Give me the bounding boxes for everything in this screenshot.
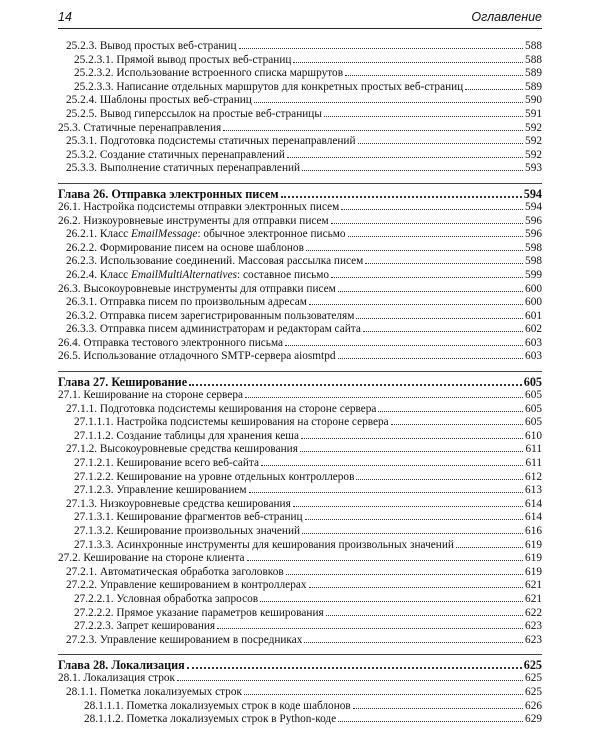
entry-page: 593 [525, 162, 542, 175]
entry-title: 26.3. Высокоуровневые инструменты для отправки писем [58, 282, 336, 295]
entry-page: 598 [525, 241, 542, 254]
entry-page: 619 [525, 538, 542, 551]
entry-title: 27.1.1.2. Создание таблицы для хранения кеша [74, 429, 300, 442]
section-gap [58, 364, 542, 371]
entry-page: 603 [525, 350, 542, 363]
dot-leader [305, 519, 523, 520]
dot-leader [309, 587, 524, 588]
entry-page: 625 [525, 672, 542, 685]
entry-page: 589 [525, 80, 542, 93]
toc-entry[interactable] [58, 81, 542, 95]
dot-leader [456, 547, 523, 548]
page-header [58, 10, 542, 29]
entry-page: 614 [525, 511, 542, 524]
toc-entry[interactable] [58, 593, 542, 607]
entry-title: 26.4. Отправка тестового электронного письма [58, 336, 284, 349]
dot-leader [302, 533, 523, 534]
entry-title: 27.1.2.1. Кеширование всего веб-сайта [74, 457, 260, 470]
entry-page: 626 [525, 699, 542, 712]
toc-entry[interactable] [58, 108, 542, 122]
toc-entry[interactable] [58, 430, 542, 444]
entry-page: 623 [525, 620, 542, 633]
dot-leader [260, 601, 523, 602]
dot-leader [247, 560, 524, 561]
toc-entry[interactable] [58, 457, 542, 471]
toc-entry[interactable] [58, 242, 542, 256]
dot-leader [338, 721, 523, 722]
toc-entry[interactable] [58, 403, 542, 417]
entry-title: 28.1.1.1. Пометка локализуемых строк в коде шаблонов [84, 699, 351, 712]
toc-entry[interactable] [58, 323, 542, 337]
toc-entry[interactable] [58, 296, 542, 310]
entry-page: 625 [523, 658, 542, 673]
entry-page: 612 [525, 470, 542, 483]
page-number: 14 [58, 10, 72, 24]
entry-title: 26.1. Настройка подсистемы отправки электронных писем [58, 200, 340, 213]
entry-title: 25.2.3.3. Написание отдельных маршрутов для конкретных простых веб-страниц [74, 80, 464, 93]
entry-page: 600 [525, 296, 542, 309]
dot-leader [338, 358, 524, 359]
dot-leader [356, 318, 523, 319]
dot-leader [187, 667, 522, 669]
entry-page: 610 [525, 429, 542, 442]
entry-page: 592 [525, 148, 542, 161]
entry-title: 27.2.1. Автоматическая обработка заголовков [66, 565, 284, 578]
dot-leader [356, 479, 523, 480]
toc-entry[interactable] [58, 40, 542, 54]
entry-title: 25.2.3.2. Использование встроенного списка маршрутов [74, 67, 344, 80]
entry-title: 25.2.3. Вывод простых веб-страниц [66, 40, 237, 52]
toc-entry[interactable] [58, 525, 542, 539]
dot-leader [302, 170, 523, 171]
entry-page: 588 [525, 40, 542, 52]
entry-title: 26.3.2. Отправка писем зарегистрированным пользователям [66, 309, 355, 322]
entry-page: 625 [525, 685, 542, 698]
toc-entry[interactable] [58, 215, 542, 229]
toc-entry[interactable] [58, 686, 542, 700]
entry-title: 27.1. Кеширование на стороне сервера [58, 389, 243, 402]
dot-leader [189, 384, 522, 386]
toc-entry[interactable] [58, 337, 542, 351]
entry-title: 25.2.4. Шаблоны простых веб-страниц [66, 94, 252, 107]
entry-title: 25.3. Статичные перенаправления [58, 121, 222, 134]
entry-title: 27.1.3. Низкоуровневые средства кеширования [66, 497, 291, 510]
dot-leader [338, 291, 523, 292]
entry-page: 602 [525, 323, 542, 336]
toc-entry[interactable] [58, 416, 542, 430]
entry-title: 27.1.3.1. Кеширование фрагментов веб-страниц [74, 511, 303, 524]
toc-entry[interactable] [58, 498, 542, 512]
dot-leader [324, 116, 523, 117]
entry-page: 623 [525, 633, 542, 646]
section-gap [58, 176, 542, 183]
entry-page: 621 [525, 592, 542, 605]
section-gap [58, 647, 542, 654]
dot-leader [309, 304, 523, 305]
entry-page: 611 [525, 443, 542, 456]
entry-page: 600 [525, 282, 542, 295]
toc-entry[interactable] [58, 634, 542, 648]
entry-title: 26.2. Низкоуровневые инструменты для отправки писем [58, 214, 329, 227]
entry-page: 619 [525, 565, 542, 578]
entry-title: 26.2.3. Использование соединений. Массовая рассылка писем [66, 255, 364, 268]
entry-title: 27.1.2. Высокоуровневые средства кеширования [66, 443, 298, 456]
entry-page: 588 [525, 53, 542, 66]
toc-entry[interactable] [58, 255, 542, 269]
toc-chapter-entry[interactable] [58, 658, 542, 672]
entry-title: 25.3.2. Создание статичных перенаправлений [66, 148, 285, 161]
entry-page: 616 [525, 525, 542, 537]
toc-entry[interactable] [58, 228, 542, 242]
entry-title: 28.1.1. Пометка локализуемых строк [66, 685, 242, 698]
dot-leader [304, 642, 523, 643]
entry-page: 622 [525, 606, 542, 619]
entry-title: 27.2.2.3. Запрет кеширования [74, 620, 216, 633]
toc-entry[interactable] [58, 149, 542, 163]
toc-chapter-entry[interactable] [58, 187, 542, 201]
dot-leader [306, 250, 523, 251]
toc-entry[interactable] [58, 389, 542, 403]
toc-entry[interactable] [58, 94, 542, 108]
entry-page: 594 [523, 186, 542, 201]
toc-entry[interactable] [58, 269, 542, 283]
entry-title: 26.2.1. Класс EmailMessage: обычное электронное письмо [66, 228, 346, 241]
entry-title: 27.2.2. Управление кешированием в контроллерах [66, 579, 307, 592]
dot-leader [244, 694, 523, 695]
entry-title: 27.1.3.3. Асинхронные инструменты для кеширования произвольных значений [74, 538, 454, 551]
toc-entry[interactable] [58, 310, 542, 324]
entry-title: 27.1.2.2. Кеширование на уровне отдельных контроллеров [74, 470, 355, 483]
dot-leader [281, 196, 522, 198]
entry-page: 594 [525, 200, 542, 213]
entry-title: 27.1.3.2. Кеширование произвольных значений [74, 525, 301, 537]
entry-page: 605 [525, 389, 542, 402]
dot-leader [348, 236, 524, 237]
toc-entry[interactable] [58, 54, 542, 68]
toc-entry[interactable] [58, 539, 542, 553]
entry-page: 613 [525, 484, 542, 497]
dot-leader [261, 465, 523, 466]
toc-entry[interactable] [58, 443, 542, 457]
entry-page: 589 [525, 67, 542, 80]
entry-page: 605 [525, 416, 542, 429]
entry-page: 592 [525, 121, 542, 134]
entry-title: 26.3.3. Отправка писем администраторам и редакторам сайта [66, 323, 361, 336]
entry-title: 25.2.3.1. Прямой вывод простых веб-страниц [74, 53, 292, 66]
dot-leader [331, 223, 523, 224]
dot-leader [249, 492, 523, 493]
entry-title: Глава 28. Локализация [58, 658, 185, 673]
dot-leader [391, 424, 523, 425]
toc-entry[interactable] [58, 350, 542, 364]
toc-entry[interactable] [58, 201, 542, 215]
entry-page: 601 [525, 309, 542, 322]
dot-leader [326, 615, 523, 616]
entry-title: 27.2.2.2. Прямое указание параметров кеширования [74, 606, 324, 619]
entry-page: 603 [525, 336, 542, 349]
toc-entry[interactable] [58, 67, 542, 81]
entry-title: Глава 26. Отправка электронных писем [58, 186, 279, 201]
dot-leader [345, 75, 523, 76]
dot-leader [245, 397, 523, 398]
entry-title: 25.3.3. Выполнение статичных перенаправлений [66, 162, 301, 175]
dot-leader [293, 506, 523, 507]
running-title: Оглавление [471, 10, 542, 24]
toc-entry[interactable] [58, 566, 542, 580]
dot-leader [465, 89, 523, 90]
entry-page: 619 [525, 552, 542, 565]
toc-entry[interactable] [58, 607, 542, 621]
entry-page: 596 [525, 214, 542, 227]
dot-leader [287, 157, 523, 158]
entry-title: 25.2.5. Вывод гиперссылок на простые веб-страницы [66, 107, 322, 120]
entry-title: 26.3.1. Отправка писем по произвольным адресам [66, 296, 307, 309]
entry-title: 28.1.1.2. Пометка локализуемых строк в Python-коде [84, 713, 337, 726]
entry-title: Глава 27. Кеширование [58, 375, 188, 390]
entry-page: 598 [525, 255, 542, 268]
dot-leader [300, 451, 524, 452]
toc-entry[interactable] [58, 162, 542, 176]
dot-leader [239, 48, 524, 49]
entry-title: 27.1.2.3. Управление кешированием [74, 484, 247, 497]
entry-title: 27.1.1. Подготовка подсистемы кеширования на стороне сервера [66, 402, 377, 415]
entry-title: 26.2.4. Класс EmailMultiAlternatives: составное письмо [66, 268, 330, 281]
dot-leader [363, 331, 523, 332]
toc-entry[interactable] [58, 283, 542, 297]
entry-page: 592 [525, 135, 542, 148]
entry-title: 27.1.1.1. Настройка подсистемы кеширования на стороне сервера [74, 416, 389, 429]
dot-leader [217, 628, 523, 629]
entry-page: 599 [525, 268, 542, 281]
dot-leader [177, 680, 523, 681]
dot-leader [285, 345, 523, 346]
dot-leader [358, 143, 524, 144]
toc-entry[interactable] [58, 700, 542, 714]
entry-page: 629 [525, 713, 542, 726]
toc-entry[interactable] [58, 511, 542, 525]
entry-page: 614 [525, 497, 542, 510]
dot-leader [353, 708, 523, 709]
toc-entry[interactable] [58, 484, 542, 498]
table-of-contents [58, 40, 542, 727]
entry-page: 611 [525, 457, 542, 470]
dot-leader [223, 130, 523, 131]
entry-title: 25.3.1. Подготовка подсистемы статичных перенаправлений [66, 135, 356, 148]
dot-leader [301, 438, 523, 439]
toc-entry[interactable] [58, 579, 542, 593]
entry-page: 591 [525, 107, 542, 120]
toc-entry[interactable] [58, 122, 542, 136]
toc-entry[interactable] [58, 672, 542, 686]
dot-leader [254, 102, 523, 103]
entry-title: 28.1. Локализация строк [58, 672, 176, 685]
toc-entry[interactable] [58, 620, 542, 634]
toc-entry[interactable] [58, 471, 542, 485]
dot-leader [331, 277, 523, 278]
entry-page: 605 [525, 402, 542, 415]
toc-entry[interactable] [58, 135, 542, 149]
entry-title: 27.2.3. Управление кешированием в посредниках [66, 633, 303, 646]
entry-title: 26.5. Использование отладочного SMTP-сервера aiosmtpd [58, 350, 336, 363]
dot-leader [286, 574, 523, 575]
dot-leader [365, 263, 523, 264]
dot-leader [378, 411, 523, 412]
entry-page: 605 [523, 375, 542, 390]
toc-entry[interactable] [58, 552, 542, 566]
dot-leader [293, 62, 523, 63]
toc-chapter-entry[interactable] [58, 375, 542, 389]
toc-entry[interactable] [58, 713, 542, 727]
entry-page: 590 [525, 94, 542, 107]
dot-leader [341, 209, 523, 210]
entry-page: 621 [525, 579, 542, 592]
entry-title: 27.2.2.1. Условная обработка запросов [74, 592, 259, 605]
entry-title: 26.2.2. Формирование писем на основе шаблонов [66, 241, 304, 254]
entry-title: 27.2. Кеширование на стороне клиента [58, 552, 245, 565]
entry-page: 596 [525, 228, 542, 241]
